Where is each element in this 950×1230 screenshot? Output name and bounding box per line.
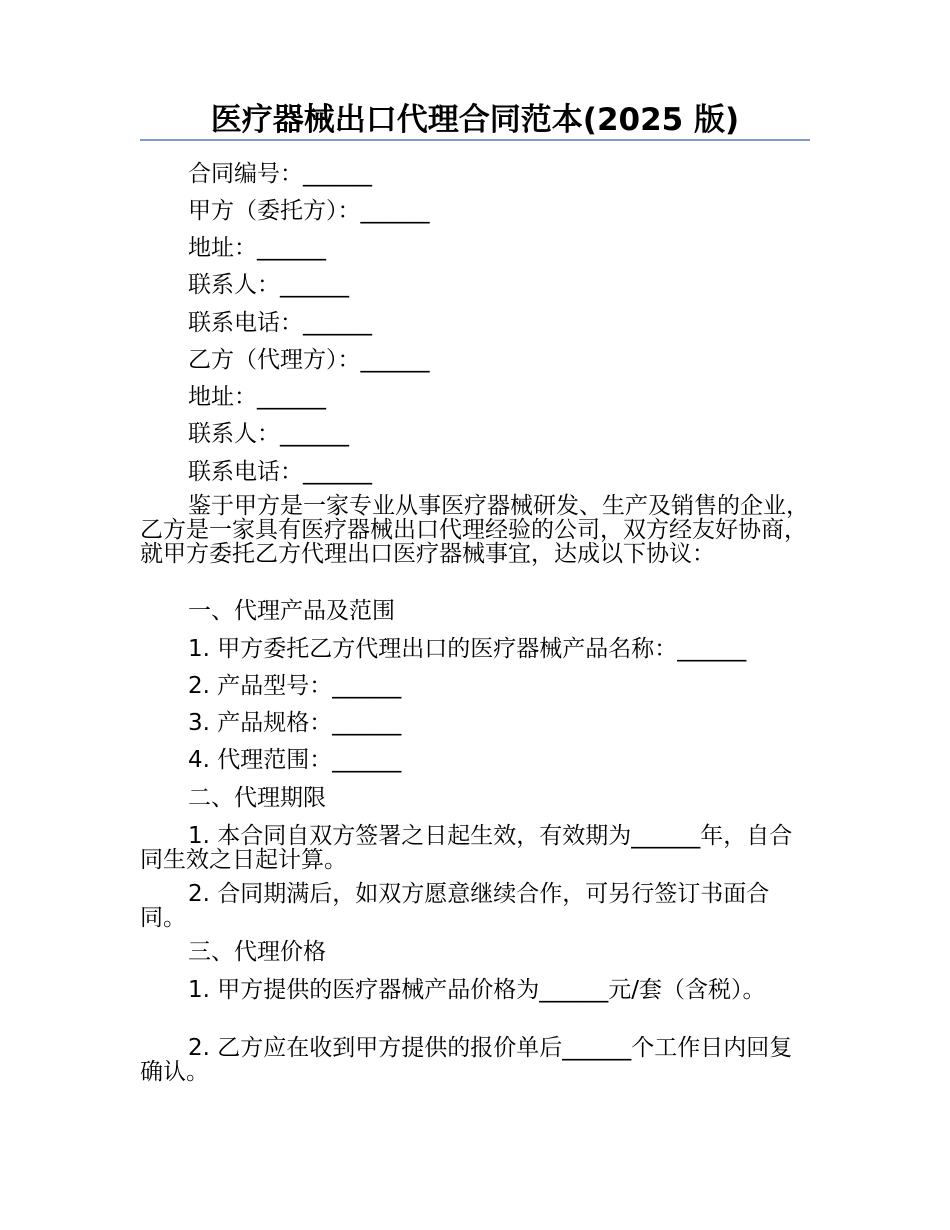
title-underline xyxy=(140,139,810,141)
quote-confirm-item: 2. 乙方应在收到甲方提供的报价单后______个工作日内回复确认。 xyxy=(140,1035,793,1085)
agency-scope-item: 4. 代理范围：______ xyxy=(188,747,402,773)
product-name-item: 1. 甲方委托乙方代理出口的医疗器械产品名称：______ xyxy=(188,636,747,662)
party-b-contact-field: 联系人：______ xyxy=(188,421,349,447)
price-item: 1. 甲方提供的医疗器械产品价格为______元/套（含税）。 xyxy=(188,977,766,1003)
contract-number-field: 合同编号：______ xyxy=(188,161,372,187)
party-b-field: 乙方（代理方）：______ xyxy=(188,347,430,373)
party-a-address-field: 地址：______ xyxy=(188,235,326,261)
term-effective-item: 1. 本合同自双方签署之日起生效，有效期为______年，自合同生效之日起计算。 xyxy=(140,823,793,873)
product-model-item: 2. 产品型号：______ xyxy=(188,673,402,699)
product-spec-item: 3. 产品规格：______ xyxy=(188,710,402,736)
term-renewal-item: 2. 合同期满后，如双方愿意继续合作，可另行签订书面合同。 xyxy=(140,881,770,931)
document-title: 医疗器械出口代理合同范本(2025 版) xyxy=(210,102,740,138)
party-b-address-field: 地址：______ xyxy=(188,384,326,410)
party-a-phone-field: 联系电话：______ xyxy=(188,310,372,336)
party-a-contact-field: 联系人：______ xyxy=(188,272,349,298)
preamble-paragraph: 鉴于甲方是一家专业从事医疗器械研发、生产及销售的企业，乙方是一家具有医疗器械出口代理经验的公司，双方经友好协商，就甲方委托乙方代理出口医疗器械事宜，达成以下协议： xyxy=(140,493,809,567)
section-heading-term: 二、代理期限 xyxy=(188,785,326,811)
section-heading-price: 三、代理价格 xyxy=(188,939,326,965)
party-b-phone-field: 联系电话：______ xyxy=(188,459,372,485)
section-heading-products: 一、代理产品及范围 xyxy=(188,598,395,624)
party-a-field: 甲方（委托方）：______ xyxy=(188,198,430,224)
